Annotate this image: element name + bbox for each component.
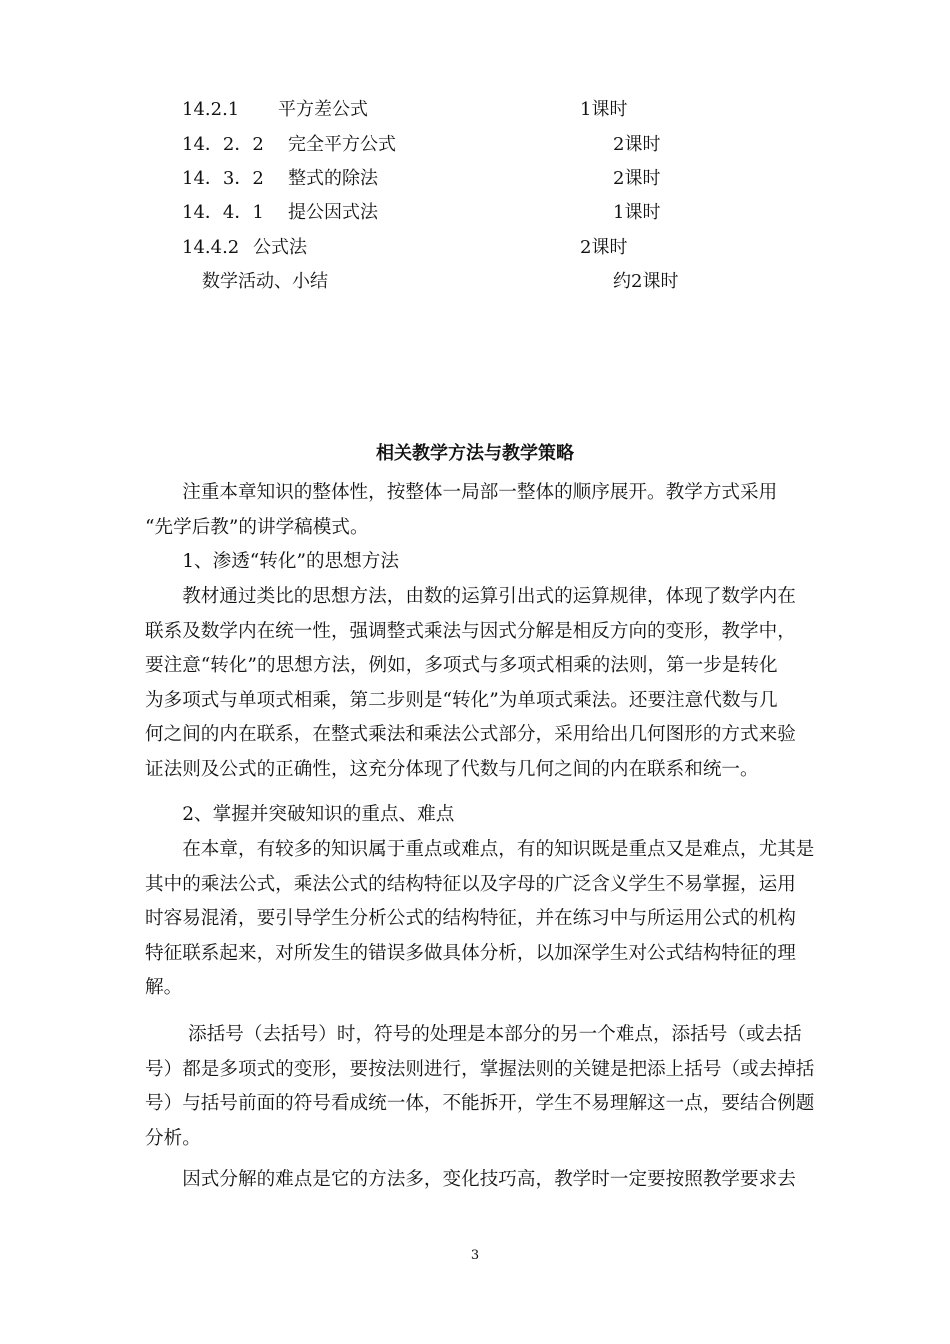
text-line: 号）都是多项式的变形，要按法则进行，掌握法则的关键是把添上括号（或去掉括 [145,1058,815,1080]
topic-name: 提公因式法 [288,202,378,223]
text-line: 为多项式与单项式相乘，第二步则是“转化”为单项式乘法。还要注意代数与几 [145,689,778,711]
class-hours: 1课时 [580,99,628,120]
class-hours: 约2课时 [613,271,679,292]
topic-name: 平方差公式 [278,99,368,120]
paragraph-transformation [145,580,810,787]
class-hours: 2课时 [613,168,661,189]
topic-name: 完全平方公式 [288,134,396,155]
class-hours: 2课时 [580,237,628,258]
text-line: 要注意“转化”的思想方法，例如，多项式与多项式相乘的法则，第一步是转化 [145,655,778,676]
text-line: 证法则及公式的正确性，这充分体现了代数与几何之间的内在联系和统一。 [145,758,759,780]
text-line: 1、渗透“转化”的思想方法 [145,551,399,572]
section-number: 14．4．1 [182,202,264,223]
text-line: 注重本章知识的整体性，按整体一局部一整体的顺序展开。教学方式采用 [145,482,778,503]
page-number: 3 [470,1248,480,1263]
topic-name: 数学活动、小结 [202,271,328,292]
text-line: 添括号（去括号）时，符号的处理是本部分的另一个难点，添括号（或去括 [145,1024,802,1045]
section-number: 14．2．2 [182,134,264,155]
section-heading: 相关教学方法与教学策略 [376,443,574,464]
section-number: 14.2.1 [182,99,240,120]
paragraph-subheading-2 [145,798,810,833]
text-line: 特征联系起来，对所发生的错误多做具体分析，以加深学生对公式结构特征的理 [145,942,796,964]
class-hours: 2课时 [613,134,661,155]
text-line: 号）与括号前面的符号看成统一体，不能拆开，学生不易理解这一点，要结合例题 [145,1093,815,1114]
text-line: 解。 [145,977,183,998]
paragraph-key-points [145,833,815,1006]
paragraph-overview [145,476,810,545]
class-hours: 1课时 [613,202,661,223]
text-line: 时容易混淆，要引导学生分析公式的结构特征，并在练习中与所运用公式的机构 [145,908,796,929]
paragraph-factorization [145,1163,810,1198]
section-number: 14.4.2 [182,237,240,258]
topic-name: 整式的除法 [288,168,378,189]
text-line: “先学后教”的讲学稿模式。 [145,516,369,538]
text-line: 何之间的内在联系，在整式乘法和乘法公式部分，采用给出几何图形的方式来验 [145,724,796,745]
text-line: 分析。 [145,1127,201,1149]
section-number: 14．3．2 [182,168,264,189]
paragraph-brackets [145,1018,815,1156]
paragraph-subheading-1 [145,545,810,580]
text-line: 联系及数学内在统一性，强调整式乘法与因式分解是相反方向的变形，教学中， [145,620,796,642]
topic-name: 公式法 [253,237,307,258]
text-line: 在本章，有较多的知识属于重点或难点，有的知识既是重点又是难点，尤其是 [145,839,815,860]
text-line: 其中的乘法公式，乘法公式的结构特征以及字母的广泛含义学生不易掌握，运用 [145,873,796,895]
text-line: 2、掌握并突破知识的重点、难点 [145,804,455,825]
text-line: 教材通过类比的思想方法，由数的运算引出式的运算规律，体现了数学内在 [145,586,796,607]
text-line: 因式分解的难点是它的方法多，变化技巧高，教学时一定要按照教学要求去 [145,1169,796,1190]
